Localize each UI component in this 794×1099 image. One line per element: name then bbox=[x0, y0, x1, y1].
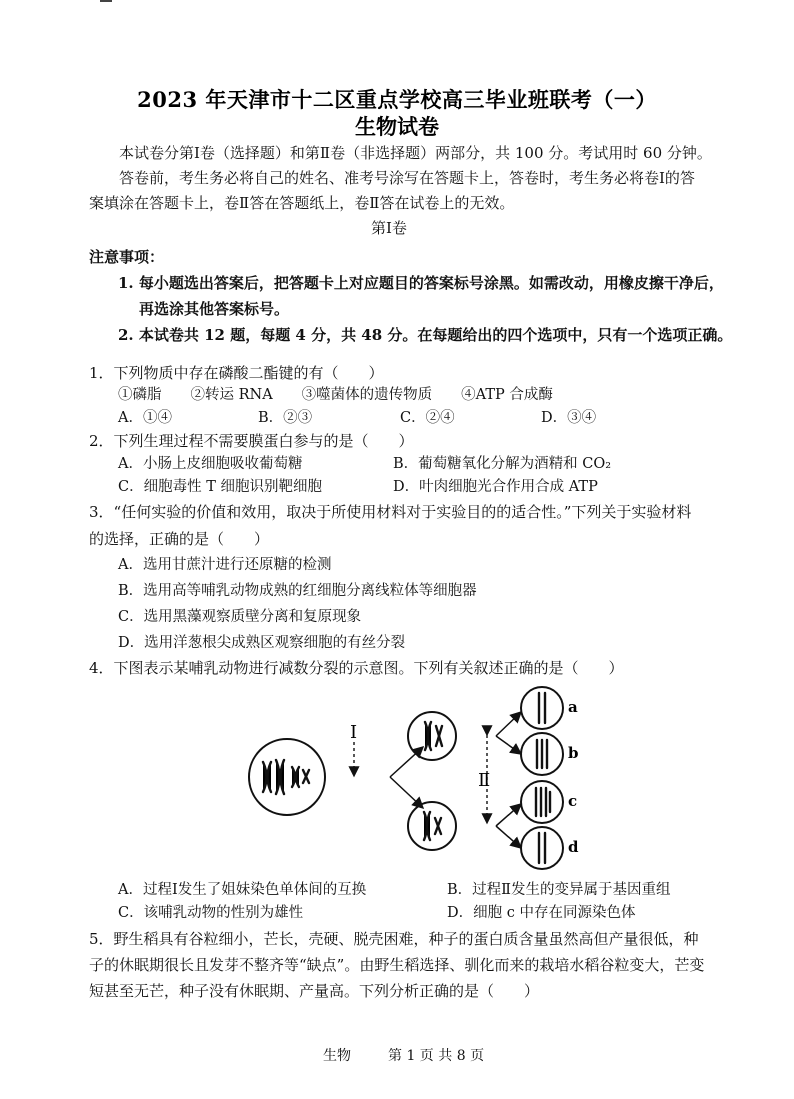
arrow-to-b bbox=[496, 736, 521, 754]
q2-option-a: A．小肠上皮细胞吸收葡萄糖 bbox=[118, 456, 303, 472]
q3-option-a: A．选用甘蔗汁进行还原糖的检测 bbox=[118, 557, 332, 573]
q3-stem-1: 3．“任何实验的价值和效用，取决于所使用材料对于实验目的的适合性。”下列关于实验材料 bbox=[89, 503, 692, 521]
q4-option-b: B．过程Ⅱ发生的变异属于基因重组 bbox=[447, 882, 671, 898]
branch-arrow-down bbox=[390, 777, 423, 808]
note-1: 1. 每小题选出答案后，把答题卡上对应题目的答案标号涂黑。如需改动，用橡皮擦干净后， bbox=[118, 274, 724, 292]
q1-items: ①磷脂 ②转运 RNA ③噬菌体的遗传物质 ④ATP 合成酶 bbox=[118, 387, 553, 403]
daughter-cell-c bbox=[521, 781, 563, 823]
label-cell-a: a bbox=[568, 698, 578, 716]
daughter-cell-b bbox=[521, 733, 563, 775]
q2-option-c: C．细胞毒性 T 细胞识别靶细胞 bbox=[118, 479, 322, 495]
secondary-cell-top bbox=[408, 712, 456, 760]
q3-option-d: D．选用洋葱根尖成熟区观察细胞的有丝分裂 bbox=[118, 635, 406, 651]
secondary-cell-bottom bbox=[408, 802, 456, 850]
label-cell-d: d bbox=[568, 838, 579, 856]
q2-stem: 2．下列生理过程不需要膜蛋白参与的是（ ） bbox=[89, 432, 414, 450]
q1-stem: 1．下列物质中存在磷酸二酯键的有（ ） bbox=[89, 364, 384, 382]
label-cell-b: b bbox=[568, 744, 579, 762]
parent-cell bbox=[249, 739, 325, 815]
q1-option-a: A．①④ bbox=[118, 410, 172, 426]
intro-line-1: 本试卷分第Ⅰ卷（选择题）和第Ⅱ卷（非选择题）两部分，共 100 分。考试用时 60 分钟。 bbox=[119, 144, 712, 162]
q5-line-3: 短甚至无芒，种子没有休眠期、产量高。下列分析正确的是（ ） bbox=[89, 982, 540, 1000]
q2-option-b: B．葡萄糖氧化分解为酒精和 CO₂ bbox=[393, 456, 612, 472]
q5-line-1: 5．野生稻具有谷粒细小，芒长，壳硬、脱壳困难，种子的蛋白质含量虽然高但产量很低，种 bbox=[89, 930, 699, 948]
arrow-to-a bbox=[496, 712, 521, 736]
footer-page: 第 1 页 共 8 页 bbox=[388, 1048, 485, 1064]
label-cell-c: c bbox=[568, 792, 578, 810]
arrow-to-d bbox=[496, 826, 521, 848]
footer-subject: 生物 bbox=[323, 1048, 351, 1064]
arrow-to-c bbox=[496, 804, 521, 826]
subject-title: 生物试卷 bbox=[355, 114, 439, 139]
q1-option-d: D．③④ bbox=[541, 410, 597, 426]
q5-line-2: 子的休眠期很长且发芽不整齐等“缺点”。由野生稻选择、驯化而来的栽培水稻谷粒变大，芒变 bbox=[89, 956, 705, 974]
section-heading: 第Ⅰ卷 bbox=[371, 219, 407, 237]
q4-option-c: C．该哺乳动物的性别为雄性 bbox=[118, 905, 304, 921]
intro-line-2: 答卷前，考生务必将自己的姓名、准考号涂写在答题卡上，答卷时，考生务必将卷Ⅰ的答 bbox=[119, 169, 695, 187]
q3-stem-2: 的选择，正确的是（ ） bbox=[89, 530, 270, 548]
daughter-cell-a bbox=[521, 687, 563, 729]
q1-option-b: B．②③ bbox=[258, 410, 313, 426]
intro-line-3: 案填涂在答题卡上，卷Ⅱ答在答题纸上，卷Ⅱ答在试卷上的无效。 bbox=[89, 194, 515, 212]
notes-heading: 注意事项： bbox=[89, 248, 165, 266]
q1-option-c: C．②④ bbox=[400, 410, 455, 426]
branch-arrow-up bbox=[390, 747, 423, 777]
note-2: 2. 本试卷共 12 题，每题 4 分，共 48 分。在每题给出的四个选项中，只有一个选项正确。 bbox=[118, 326, 733, 344]
q4-option-a: A．过程Ⅰ发生了姐妹染色单体间的互换 bbox=[118, 882, 367, 898]
q4-stem: 4．下图表示某哺乳动物进行减数分裂的示意图。下列有关叙述正确的是（ ） bbox=[89, 659, 624, 677]
q2-option-d: D．叶肉细胞光合作用合成 ATP bbox=[393, 479, 598, 495]
q3-option-c: C．选用黑藻观察质壁分离和复原现象 bbox=[118, 609, 362, 625]
q4-option-d: D．细胞 c 中存在同源染色体 bbox=[447, 905, 636, 921]
label-process-II: Ⅱ bbox=[478, 770, 491, 791]
q3-option-b: B．选用高等哺乳动物成熟的红细胞分离线粒体等细胞器 bbox=[118, 583, 477, 599]
daughter-cell-d bbox=[521, 827, 563, 869]
label-process-I: Ⅰ bbox=[350, 722, 358, 743]
note-1-cont: 再选涂其他答案标号。 bbox=[139, 300, 290, 318]
exam-title: 2023 年天津市十二区重点学校高三毕业班联考（一） bbox=[137, 87, 657, 112]
